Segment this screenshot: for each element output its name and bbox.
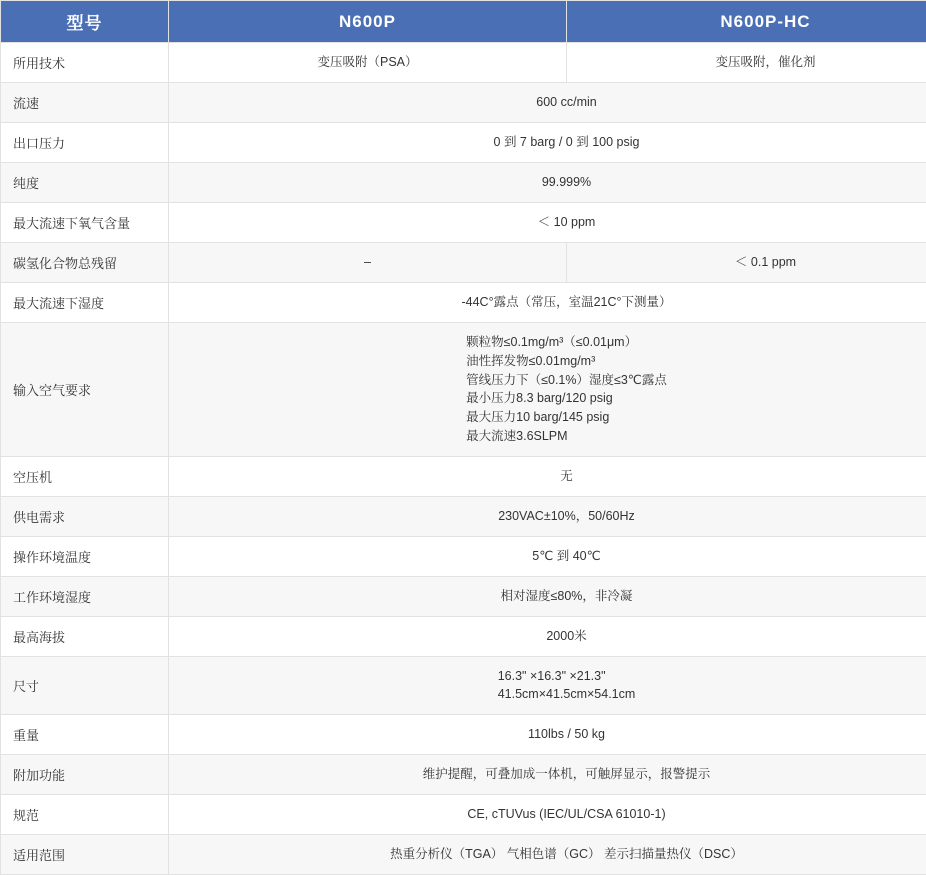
- row-label: 重量: [1, 715, 169, 755]
- table-row: [1, 123, 926, 163]
- table-body: [1, 43, 926, 875]
- table-row: [1, 616, 926, 656]
- value-line: 最大压力10 barg/145 psig: [466, 408, 667, 427]
- table-row: [1, 43, 926, 83]
- row-label: 供电需求: [1, 496, 169, 536]
- row-value-shared: 99.999%: [169, 163, 926, 203]
- row-label: 适用范围: [1, 835, 169, 875]
- row-label: 最高海拔: [1, 616, 169, 656]
- header-row: [1, 1, 926, 43]
- row-label: 操作环境温度: [1, 536, 169, 576]
- row-label: 空压机: [1, 456, 169, 496]
- value-line: 最大流速3.6SLPM: [466, 427, 667, 446]
- row-label: 输入空气要求: [1, 323, 169, 457]
- header-n600p-hc: N600P-HC: [567, 1, 926, 43]
- row-label: 出口压力: [1, 123, 169, 163]
- row-value-shared: 230VAC±10%，50/60Hz: [169, 496, 926, 536]
- table-row: [1, 456, 926, 496]
- row-value-n600p: –: [169, 243, 567, 283]
- table-header: [1, 1, 926, 43]
- table-row: [1, 755, 926, 795]
- row-value-shared: 热重分析仪（TGA） 气相色谱（GC） 差示扫描量热仪（DSC）: [169, 835, 926, 875]
- row-label: 附加功能: [1, 755, 169, 795]
- row-value-shared: ＜ 10 ppm: [169, 203, 926, 243]
- table-row: [1, 496, 926, 536]
- row-value-n600p: 变压吸附（PSA）: [169, 43, 567, 83]
- row-value-shared: 600 cc/min: [169, 83, 926, 123]
- row-value-shared: 2000米: [169, 616, 926, 656]
- row-label: 纯度: [1, 163, 169, 203]
- table-row: [1, 536, 926, 576]
- row-value-shared: [169, 323, 926, 457]
- row-label: 最大流速下湿度: [1, 283, 169, 323]
- row-value-shared: 相对湿度≤80%，非冷凝: [169, 576, 926, 616]
- row-value-n600p-hc: ＜ 0.1 ppm: [567, 243, 926, 283]
- row-label: 规范: [1, 795, 169, 835]
- row-label: 尺寸: [1, 656, 169, 715]
- table-row: [1, 576, 926, 616]
- row-label: 流速: [1, 83, 169, 123]
- row-value-shared: 无: [169, 456, 926, 496]
- table-row: [1, 283, 926, 323]
- row-label: 碳氢化合物总残留: [1, 243, 169, 283]
- row-value-shared: [169, 656, 926, 715]
- row-value-shared: 0 到 7 barg / 0 到 100 psig: [169, 123, 926, 163]
- table-row: [1, 243, 926, 283]
- row-value-shared: CE, cTUVus (IEC/UL/CSA 61010-1): [169, 795, 926, 835]
- row-label: 工作环境湿度: [1, 576, 169, 616]
- table-row: [1, 203, 926, 243]
- value-line: 16.3" ×16.3" ×21.3": [498, 667, 636, 686]
- row-label: 所用技术: [1, 43, 169, 83]
- table-row: [1, 83, 926, 123]
- value-line: 油性挥发物≤0.01mg/m³: [466, 352, 667, 371]
- row-value-shared: 110lbs / 50 kg: [169, 715, 926, 755]
- table-row: [1, 715, 926, 755]
- table-row: [1, 323, 926, 457]
- value-line: 管线压力下（≤0.1%）湿度≤3℃露点: [466, 371, 667, 390]
- header-n600p: N600P: [169, 1, 567, 43]
- table-row: [1, 835, 926, 875]
- row-value-n600p-hc: 变压吸附，催化剂: [567, 43, 926, 83]
- row-label: 最大流速下氧气含量: [1, 203, 169, 243]
- row-value-shared: 维护提醒，可叠加成一体机，可触屏显示，报警提示: [169, 755, 926, 795]
- value-line: 颗粒物≤0.1mg/m³（≤0.01μm）: [466, 333, 667, 352]
- table-row: [1, 163, 926, 203]
- table-row: [1, 656, 926, 715]
- value-line: 最小压力8.3 barg/120 psig: [466, 389, 667, 408]
- row-value-shared: 5℃ 到 40℃: [169, 536, 926, 576]
- header-model: 型号: [1, 1, 169, 43]
- row-value-shared: -44C°露点（常压，室温21C°下测量）: [169, 283, 926, 323]
- table-row: [1, 795, 926, 835]
- value-line: 41.5cm×41.5cm×54.1cm: [498, 685, 636, 704]
